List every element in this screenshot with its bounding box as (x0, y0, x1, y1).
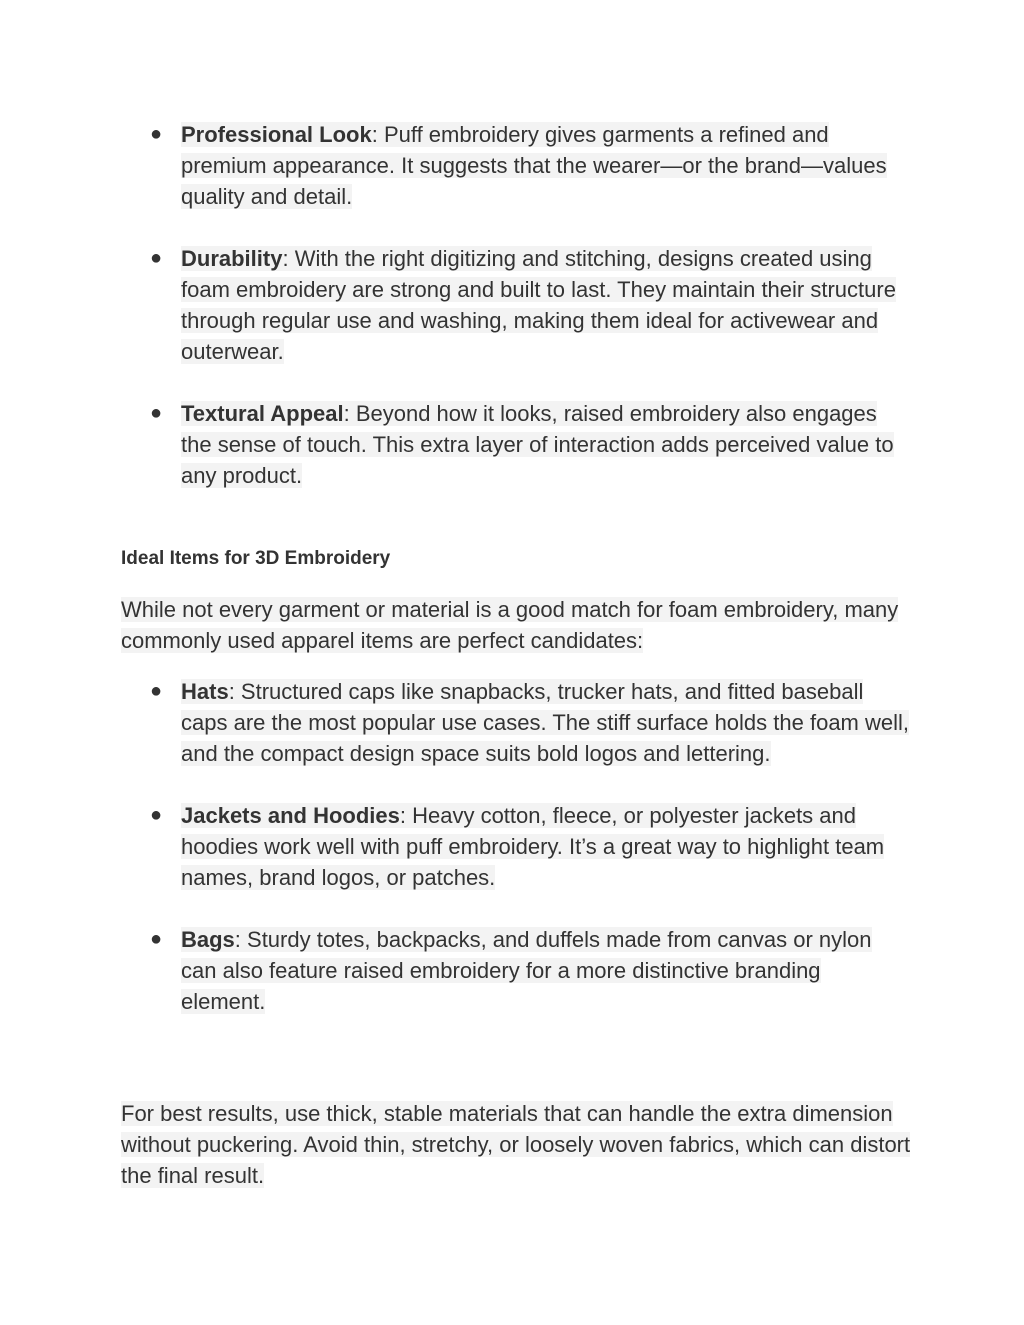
section-intro-paragraph (121, 594, 921, 656)
bullet-icon: ● (150, 928, 163, 950)
bullet-icon: ● (150, 804, 163, 826)
list-item-durability (150, 243, 910, 367)
list-item-term: Professional Look (181, 122, 372, 147)
list-item-text: : Beyond how it looks, raised embroidery also engages the sense of touch. This extra layer of interaction adds perceived value to any product. (181, 401, 894, 488)
bullet-icon: ● (150, 247, 163, 269)
list-item-jackets-and-hoodies (150, 800, 910, 893)
closing-paragraph (121, 1098, 921, 1191)
section-heading: Ideal Items for 3D Embroidery (121, 548, 391, 569)
bullet-icon: ● (150, 123, 163, 145)
benefits-list (150, 119, 910, 491)
list-item-text: : Puff embroidery gives garments a refined and premium appearance. It suggests that the wearer—or the brand—values quality and detail. (181, 122, 887, 209)
list-item-term: Textural Appeal (181, 401, 344, 426)
bullet-icon: ● (150, 402, 163, 424)
list-item-term: Hats (181, 679, 229, 704)
bullet-icon: ● (150, 680, 163, 702)
list-item-professional-look (150, 119, 910, 212)
list-item-hats (150, 676, 910, 769)
list-item-term: Durability (181, 246, 283, 271)
ideal-items-list (150, 676, 910, 1017)
list-item-bags (150, 924, 910, 1017)
list-item-text: : Sturdy totes, backpacks, and duffels made from canvas or nylon can also feature raised embroidery for a more distinctive branding element. (181, 927, 872, 1014)
closing-text: For best results, use thick, stable materials that can handle the extra dimension without puckering. Avoid thin, stretchy, or loosely woven fabrics, which can distort the final result. (121, 1101, 911, 1188)
list-item-text: : With the right digitizing and stitching, designs created using foam embroidery are strong and built to last. They maintain their structure through regular use and washing, making them ideal for activewear and outerwear. (181, 246, 896, 364)
list-item-textural-appeal (150, 398, 910, 491)
section-intro-text: While not every garment or material is a good match for foam embroidery, many commonly used apparel items are perfect candidates: (121, 597, 899, 653)
list-item-text: : Structured caps like snapbacks, trucker hats, and fitted baseball caps are the most popular use cases. The stiff surface holds the foam well, and the compact design space suits bold logos and lettering. (181, 679, 910, 766)
list-item-term: Jackets and Hoodies (181, 803, 400, 828)
list-item-term: Bags (181, 927, 235, 952)
list-item-text: : Heavy cotton, fleece, or polyester jackets and hoodies work well with puff embroidery. It’s a great way to highlight team names, brand logos, or patches. (181, 803, 885, 890)
